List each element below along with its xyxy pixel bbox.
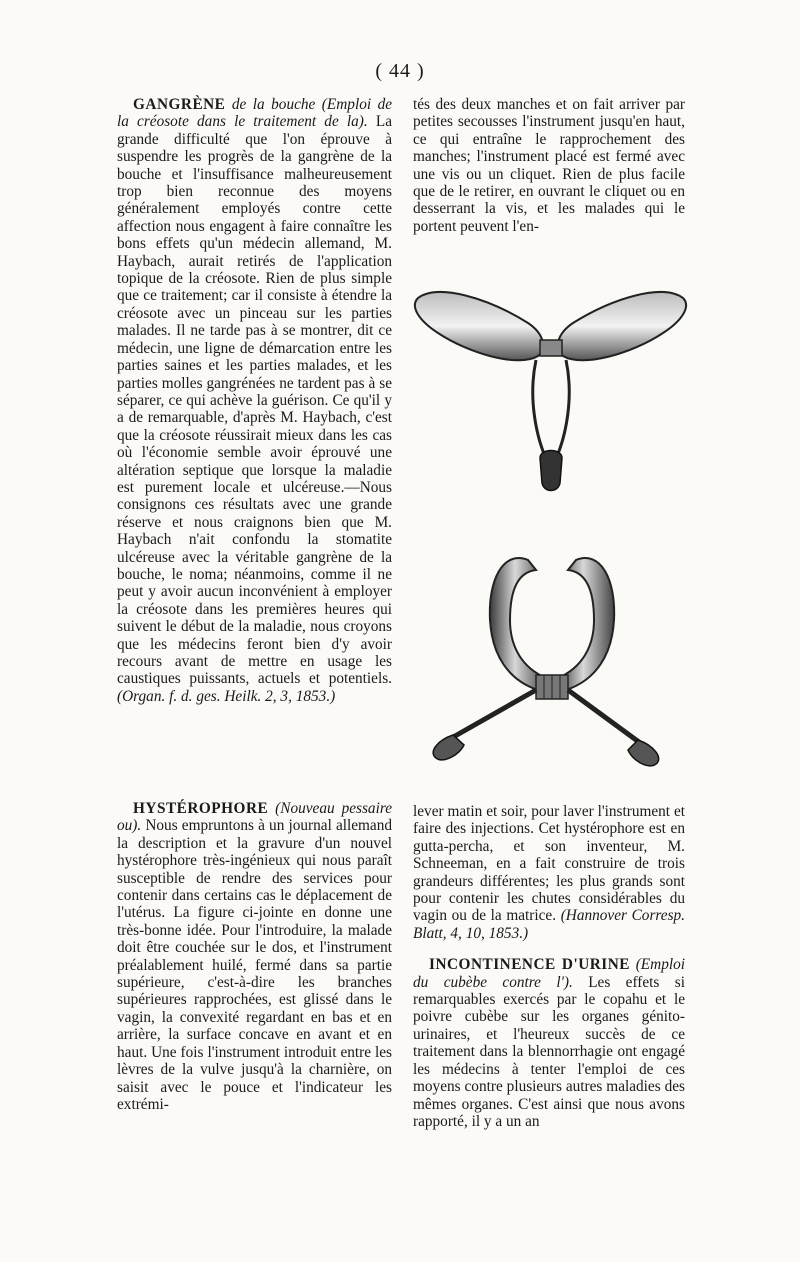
right-column-bottom [413,803,685,1130]
hysterophore-open-drawing [408,540,693,790]
hysterophore-continuation-top-text: tés des deux manches et on fait arriver par petites secousses l'instrument jusqu'en haut, ce qui entraîne le rapprochement des manches; l'instrument placé est fermé avec une vis ou un cliquet. Rien de plus facile que de le retirer, en ouvrant le cliquet ou en desserrant la vis, et les malades qui le portent peuvent l'en- [413,96,685,235]
gangrene-article [117,96,392,705]
hysterophore-citation: (Hannover Corresp. Blatt, 4, 10, 1853.) [413,907,686,942]
hysterophore-closed-illustration [408,278,693,508]
hysterophore-subtitle: (Nouveau pessaire ou). [117,800,392,835]
gangrene-title: GANGRÈNE [133,96,226,113]
gangrene-body: La grande difficulté que l'on éprouve à suspendre les progrès de la gangrène de la bouche et l'insuffisance malheureusement trop bien reconnue des moyens généralement employés contre cette affection nous engagent à faire connaître les bons effets qu'un médecin allemand, M. Haybach, aurait retirés de l'application topique de la créosote. Rien de plus simple que ce traitement; car il consiste à étendre la créosote avec un pinceau sur les parties malades. Il ne tarde pas à se montrer, dit ce médecin, une ligne de démarcation entre les parties saines et les parties malades, et les parties molles gangrénées ne tardent pas à se séparer, ce qui achève la guérison. Ce qu'il y a de remarquable, d'après M. Haybach, c'est que la créosote réussirait mieux dans les cas où l'économie semble avoir éprouvé une altération septique que lorsque la maladie est purement locale et ulcéreuse.—Nous consignons ces résultats avec une grande réserve et nous craignons bien que M. Haybach n'ait confondu la stomatite ulcéreuse avec la véritable gangrène de la bouche, le noma; néanmoins, comme il ne peut y avoir aucun inconvénient à employer la créosote dans les premières heures qui suivent le début de la maladie, nous croyons que les médecins feront bien d'y avoir recours avant de mettre en usage les caustiques puissants, actuels et potentiels. [117,113,392,688]
hysterophore-closed-drawing [408,278,693,508]
page-number: ( 44 ) [375,60,425,82]
gangrene-citation: (Organ. f. d. ges. Heilk. 2, 3, 1853.) [117,687,336,705]
hysterophore-body: Nous empruntons à un journal allemand la description et la gravure d'un nouvel hystérophore très-ingénieux qui nous paraît susceptible de rendre des services pour contenir dans certains cas le déplacement de l'utérus. La figure ci-jointe en donne une très-bonne idée. Pour l'introduire, la malade doit être couchée sur le dos, et l'instrument préalablement huilé, fermé dans sa partie supérieure, c'est-à-dire les branches supérieures rapprochées, est glissé dans le vagin, la convexité regardant en bas et en arrière, la surface concave en avant et en haut. Une fois l'instrument introduit entre les lèvres de la vulve jusqu'à la charnière, on saisit avec le pouce et l'indicateur les extrémi- [117,817,393,1113]
hysterophore-article [117,800,392,1113]
gangrene-subtitle: de la bouche (Emploi de la créosote dans le traitement de la). [117,96,393,131]
hysterophore-paragraph [117,800,392,1113]
hysterophore-continuation-bottom [413,803,685,942]
incontinence-title: INCONTINENCE D'URINE [429,956,630,974]
hysterophore-open-illustration [408,540,693,790]
incontinence-paragraph [413,956,685,1130]
hysterophore-title: HYSTÉROPHORE [133,800,269,817]
incontinence-subtitle: (Emploi du cubèbe contre l'). [413,956,685,991]
incontinence-body: Les effets si remarquables exercés par le copahu et le poivre cubèbe sur les organes génito-urinaires, et l'heureux succès de ce traitement dans la blennorrhagie ont engagé les médecins à tenter l'emploi de ces moyens contre plusieurs autres maladies des mêmes organes. C'est ainsi que nous avons rapporté, il y a un an [413,973,685,1130]
gangrene-paragraph [117,96,392,705]
hysterophore-continuation-bottom-text: lever matin et soir, pour laver l'instrument et faire des injections. Cet hystérophore est en gutta-percha, et son inventeur, M. Schneeman, en a fait construire de trois grandeurs différentes; les plus grands sont pour contenir les chutes considérables du vagin ou de la matrice. [413,803,685,925]
hysterophore-continuation-top [413,96,685,235]
